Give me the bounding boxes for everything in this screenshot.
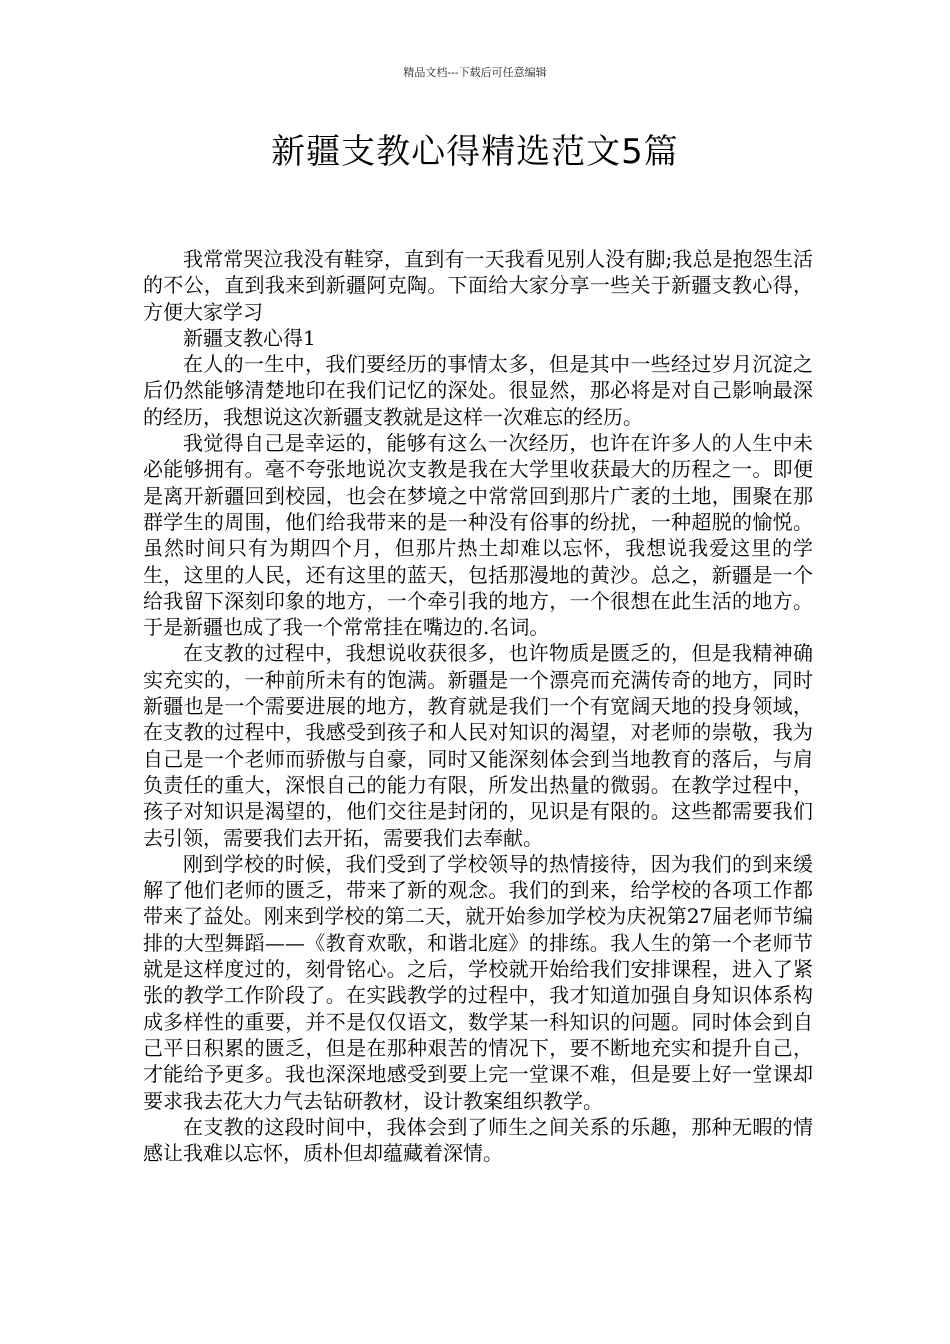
header-note: 精品文档---下载后可任意编辑 bbox=[403, 66, 547, 79]
body-paragraph: 我觉得自己是幸运的，能够有这么一次经历，也许在许多人的人生中未必能够拥有。毫不夸张地说次支教是我在大学里收获最大的历程之一。即便是离开新疆回到校园，也会在梦境之中常常回到那片广袤的土地，围聚在那群学生的周围，他们给我带来的是一种没有俗事的纷扰，一种超脱的愉悦。虽然时间只有为期四个月，但那片热土却难以忘怀，我想说我爱这里的学生，这里的人民，还有这里的蓝天，包括那漫地的黄沙。总之，新疆是一个给我留下深刻印象的地方，一个牵引我的地方，一个很想在此生活的地方。于是新疆也成了我一个常常挂在嘴边的.名词。 bbox=[143, 431, 813, 640]
intro-paragraph: 我常常哭泣我没有鞋穿，直到有一天我看见别人没有脚;我总是抱怨生活的不公，直到我来到新疆阿克陶。下面给大家分享一些关于新疆支教心得，方便大家学习 bbox=[143, 247, 813, 324]
document-body bbox=[143, 246, 813, 1166]
body-paragraph: 刚到学校的时候，我们受到了学校领导的热情接待，因为我们的到来缓解了他们老师的匮乏，带来了新的观念。我们的到来，给学校的各项工作都带来了益处。刚来到学校的第二天，就开始参加学校为庆祝第27届老师节编排的大型舞蹈——《教育欢歌，和谐北庭》的排练。我人生的第一个老师节就是这样度过的，刻骨铭心。之后，学校就开始给我们安排课程，进入了紧张的教学工作阶段了。在实践教学的过程中，我才知道加强自身知识体系构成多样性的重要，并不是仅仅语文，数学某一科知识的问题。同时体会到自己平日积累的匮乏，但是在那种艰苦的情况下，要不断地充实和提升自己，才能给予更多。我也深深地感受到要上完一堂课不难，但是要上好一堂课却要求我去花大力气去钻研教材，设计教案组织教学。 bbox=[143, 851, 813, 1113]
body-paragraph: 在人的一生中，我们要经历的事情太多，但是其中一些经过岁月沉淀之后仍然能够清楚地印在我们记忆的深处。很显然，那必将是对自己影响最深的经历，我想说这次新疆支教就是这样一次难忘的经历。 bbox=[143, 352, 813, 429]
body-paragraph: 在支教的这段时间中，我体会到了师生之间关系的乐趣，那种无暇的情感让我难以忘怀，质朴但却蕴藏着深情。 bbox=[143, 1114, 813, 1166]
document-title: 新疆支教心得精选范文5篇 bbox=[271, 132, 679, 172]
section-heading: 新疆支教心得1 bbox=[183, 325, 316, 350]
body-paragraph: 在支教的过程中，我想说收获很多，也许物质是匮乏的，但是我精神确实充实的，一种前所未有的饱满。新疆是一个漂亮而充满传奇的地方，同时新疆也是一个需要进展的地方，教育就是我们一个有宽阔天地的投身领域，在支教的过程中，我感受到孩子和人民对知识的渴望，对老师的崇敬，我为自己是一个老师而骄傲与自豪，同时又能深刻体会到当地教育的落后，与肩负责任的重大，深恨自己的能力有限，所发出热量的微弱。在教学过程中，孩子对知识是渴望的，他们交往是封闭的，见识是有限的。这些都需要我们去引领，需要我们去开拓，需要我们去奉献。 bbox=[143, 641, 813, 850]
